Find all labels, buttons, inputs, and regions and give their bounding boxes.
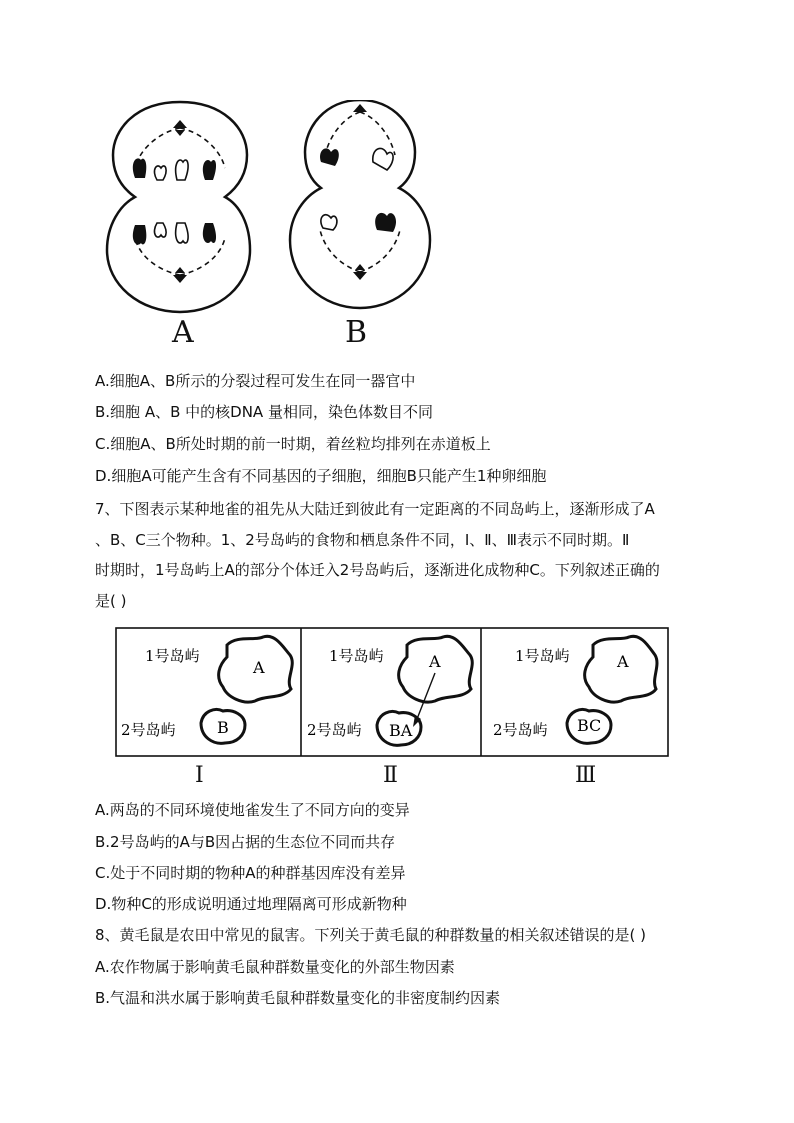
panel-2-island2-species: BA xyxy=(389,721,413,740)
q7-stem-line-1: 7、下图表示某种地雀的祖先从大陆迁到彼此有一定距离的不同岛屿上，逐渐形成了A xyxy=(95,500,655,518)
q6-option-c: C.细胞A、B所处时期的前一时期，着丝粒均排列在赤道板上 xyxy=(95,435,491,453)
period-label-3: Ⅲ xyxy=(575,763,597,788)
cell-division-diagram xyxy=(95,100,435,360)
panel-1-island2-species: B xyxy=(217,718,229,737)
migration-arrow-line xyxy=(417,673,435,719)
q6-option-d: D.细胞A可能产生含有不同基因的子细胞，细胞B只能产生1种卵细胞 xyxy=(95,467,547,485)
q7-stem-line-2: 、B、C三个物种。1、2号岛屿的食物和栖息条件不同，Ⅰ、Ⅱ、Ⅲ表示不同时期。Ⅱ xyxy=(95,531,630,549)
q7-option-a: A.两岛的不同环境使地雀发生了不同方向的变异 xyxy=(95,801,410,819)
panel-2-island2-label: 2号岛屿 xyxy=(307,721,362,739)
q7-option-b: B.2号岛屿的A与B因占据的生态位不同而共存 xyxy=(95,833,396,851)
q7-option-c: C.处于不同时期的物种A的种群基因库没有差异 xyxy=(95,864,406,882)
panel-2-island1-species: A xyxy=(429,652,441,671)
cell-a xyxy=(107,102,250,312)
q8-option-b: B.气温和洪水属于影响黄毛鼠种群数量变化的非密度制约因素 xyxy=(95,989,501,1007)
q7-stem-line-4: 是( ) xyxy=(95,592,127,610)
panel-3-island2-species: BC xyxy=(577,716,602,735)
period-label-1: Ⅰ xyxy=(195,763,204,788)
panel-1 xyxy=(121,636,292,743)
q8-stem: 8、黄毛鼠是农田中常见的鼠害。下列关于黄毛鼠的种群数量的相关叙述错误的是( ) xyxy=(95,926,647,944)
q6-option-b: B.细胞 A、B 中的核DNA 量相同，染色体数目不同 xyxy=(95,403,433,421)
panel-1-island2-label: 2号岛屿 xyxy=(121,721,176,739)
panel-3 xyxy=(493,636,657,743)
panel-2 xyxy=(307,636,472,745)
cell-b-label: B xyxy=(345,315,368,350)
island-diagram xyxy=(115,627,670,762)
period-label-2: Ⅱ xyxy=(383,763,398,788)
q7-stem-line-3: 时期时，1号岛屿上A的部分个体迁入2号岛屿后，逐渐进化成物种C。下列叙述正确的 xyxy=(95,561,660,579)
panel-3-island2-label: 2号岛屿 xyxy=(493,721,548,739)
panel-2-island1-label: 1号岛屿 xyxy=(329,647,384,665)
cell-division-figure xyxy=(95,100,435,360)
q6-option-a: A.细胞A、B所示的分裂过程可发生在同一器官中 xyxy=(95,372,416,390)
cell-b xyxy=(290,100,430,308)
q7-option-d: D.物种C的形成说明通过地理隔离可形成新物种 xyxy=(95,895,407,913)
cell-a-label: A xyxy=(172,315,194,350)
q8-option-a: A.农作物属于影响黄毛鼠种群数量变化的外部生物因素 xyxy=(95,958,455,976)
panel-3-island1-label: 1号岛屿 xyxy=(515,647,570,665)
panel-1-island1-species: A xyxy=(253,658,265,677)
panel-1-island1-label: 1号岛屿 xyxy=(145,647,200,665)
panel-3-island1-species: A xyxy=(617,652,629,671)
